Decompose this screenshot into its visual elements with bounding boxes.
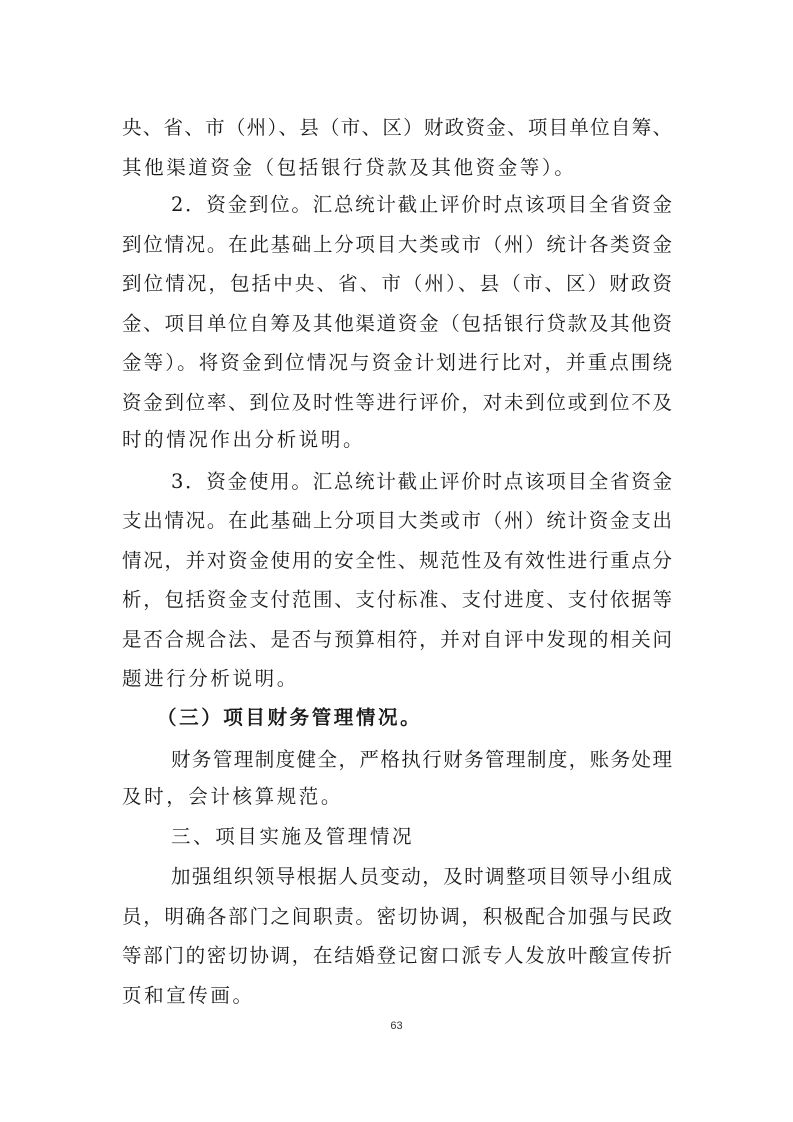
text-line: 及时，会计核算规范。 (122, 785, 344, 808)
text-line: 央、省、市（州）、县（市、区）财政资金、项目单位自筹、 (122, 116, 672, 139)
text-line: 情况，并对资金使用的安全性、规范性及有效性进行重点分 (122, 549, 672, 572)
text-line: 其他渠道资金（包括银行贷款及其他资金等）。 (122, 156, 577, 179)
text-line: 资金到位率、到位及时性等进行评价，对未到位或到位不及 (122, 391, 672, 414)
text-line: 题进行分析说明。 (122, 667, 299, 690)
text-line: 支出情况。在此基础上分项目大类或市（州）统计资金支出 (122, 509, 672, 532)
text-line: 加强组织领导根据人员变动，及时调整项目领导小组成 (171, 865, 672, 888)
text-line: 金、项目单位自筹及其他渠道资金（包括银行贷款及其他资 (122, 312, 672, 335)
text-line: 财务管理制度健全，严格执行财务管理制度，账务处理 (171, 748, 672, 771)
section-heading: 三、项目实施及管理情况 (171, 825, 415, 848)
page-number: 63 (390, 1020, 403, 1032)
text-line: 页和宣传画。 (122, 984, 255, 1007)
text-line: 金等）。将资金到位情况与资金计划进行比对，并重点围绕 (122, 351, 672, 374)
text-line: 3．资金使用。汇总统计截止评价时点该项目全省资金 (171, 470, 672, 493)
text-line: 2．资金到位。汇总统计截止评价时点该项目全省资金 (171, 193, 672, 216)
text-line: 员，明确各部门之间职责。密切协调，积极配合加强与民政 (122, 905, 672, 928)
text-line: 时的情况作出分析说明。 (122, 428, 366, 451)
section-heading: （三）项目财务管理情况。 (157, 706, 423, 729)
text-line: 是否合规合法、是否与预算相符，并对自评中发现的相关问 (122, 628, 672, 651)
text-line: 析，包括资金支付范围、支付标准、支付进度、支付依据等 (122, 588, 672, 611)
text-line: 到位情况。在此基础上分项目大类或市（州）统计各类资金 (122, 233, 672, 256)
text-line: 到位情况，包括中央、省、市（州）、县（市、区）财政资 (122, 272, 672, 295)
text-line: 等部门的密切协调，在结婚登记窗口派专人发放叶酸宣传折 (122, 944, 672, 967)
